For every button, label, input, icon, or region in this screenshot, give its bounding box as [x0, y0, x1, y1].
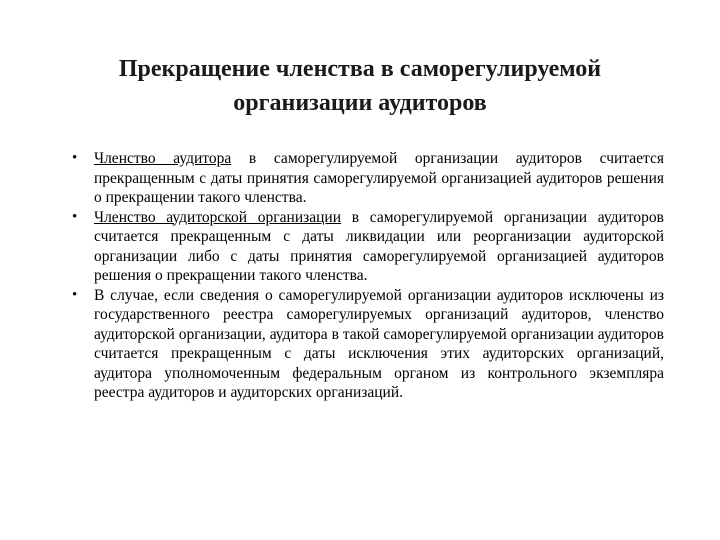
bullet-item-registry-exclusion	[72, 286, 664, 403]
bullet-icon: •	[72, 208, 78, 225]
bullet-icon: •	[72, 150, 78, 166]
bullet-text: в саморегулируемой организации аудиторов считается прекращенным с даты ликвидации или реорганизации аудиторской организации либо с даты принятия саморегулируемой организацией аудиторов решения о прекращении такого членства.	[94, 208, 664, 284]
bullet-text: в саморегулируемой организации аудиторов считается прекращенным с даты принятия саморегулируемой организацией аудиторов решения о прекращении такого членства.	[94, 150, 664, 206]
bullet-item-membership-audit-organization	[72, 208, 664, 286]
slide-title-line-1: Прекращение членства в саморегулируемой	[118, 56, 602, 82]
slide-title-line-2: организации аудиторов	[233, 90, 487, 116]
bullet-underlined-lead: Членство аудиторской организации	[94, 208, 342, 226]
bullet-underlined-lead: Членство аудитора	[94, 150, 232, 167]
bullet-text: В случае, если сведения о саморегулируемой организации аудиторов исключены из государственного реестра саморегулируемых организаций аудиторов, членство аудиторской организации, аудитора в такой саморегулируемой организации аудиторов считается прекращенным с даты исключения этих аудиторских организаций, аудитора уполномоченным федеральным органом из контрольного экземпляра реестра аудиторов и аудиторских организаций.	[94, 286, 664, 401]
bullet-item-membership-auditor	[72, 149, 664, 208]
bullet-icon: •	[72, 286, 78, 303]
bullet-list	[72, 149, 664, 403]
slide-title	[40, 52, 680, 120]
